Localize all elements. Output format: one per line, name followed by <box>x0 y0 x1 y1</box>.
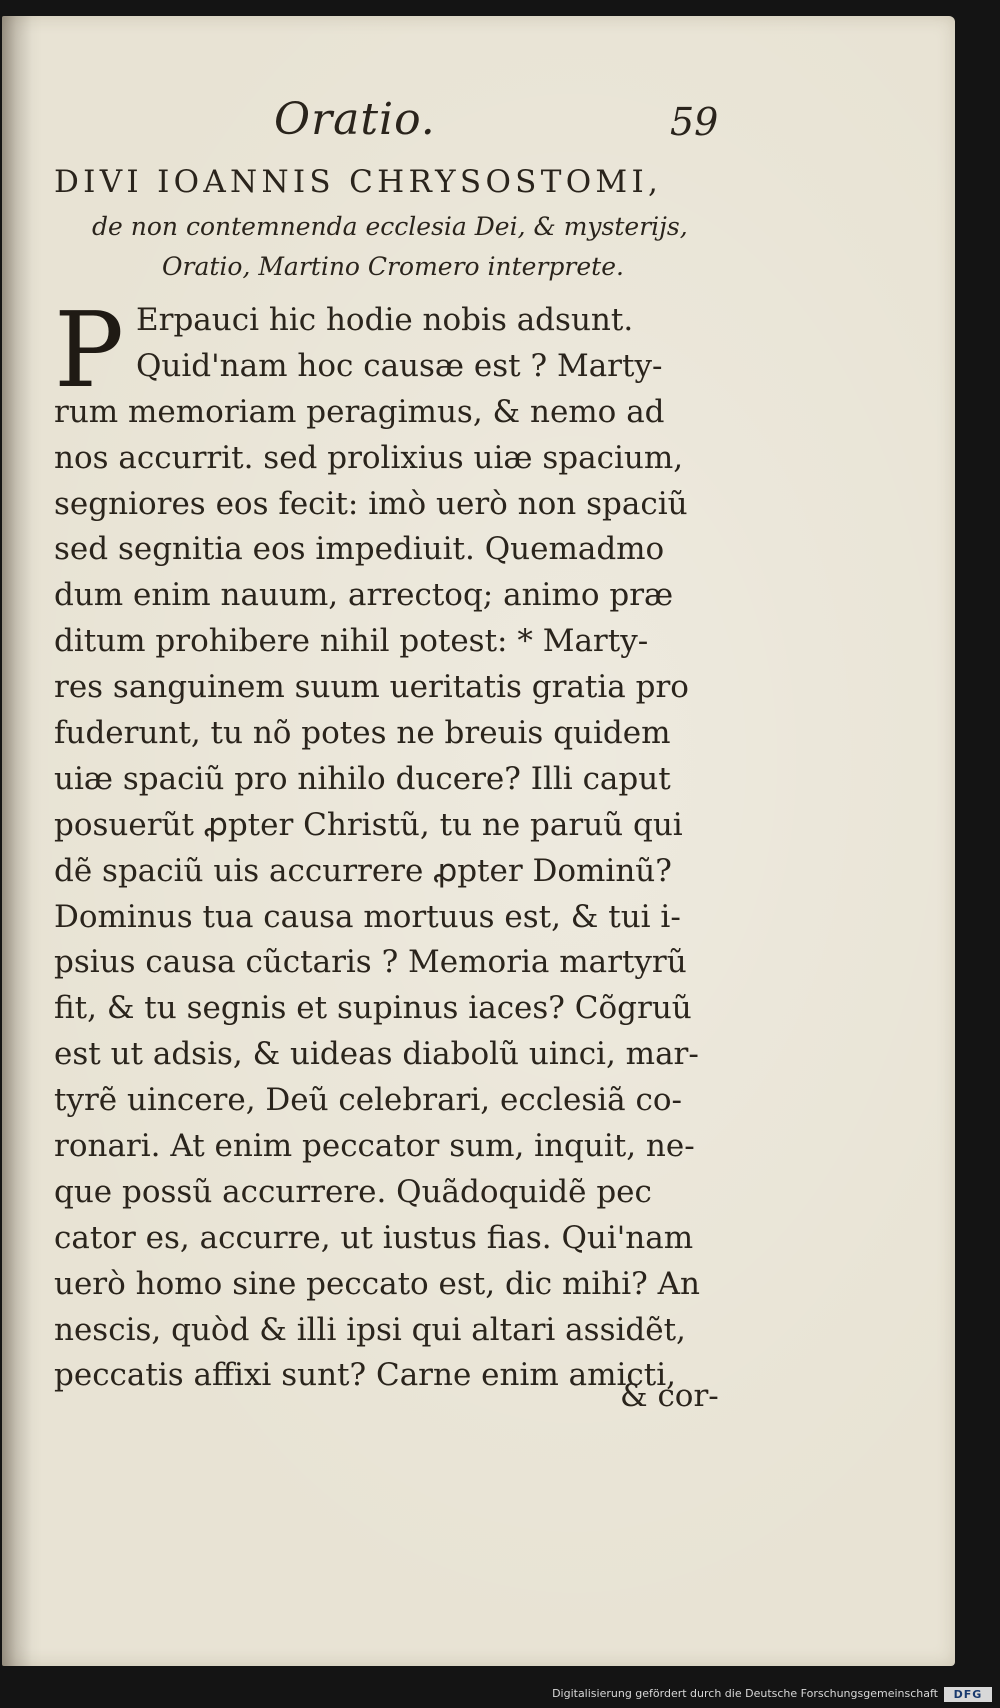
body-line: tyrẽ uincere, Deũ celebrari, ecclesiã co- <box>54 1082 682 1119</box>
dfg-logo-icon: DFG <box>944 1687 992 1702</box>
body-line: rum memoriam peragimus, & nemo ad <box>54 393 665 430</box>
body-line: uerò homo sine peccato est, dic mihi? An <box>54 1265 700 1302</box>
running-head <box>2 94 955 154</box>
body-line: nos accurrit. sed prolixius uiæ spacium, <box>54 439 684 476</box>
body-text <box>54 289 744 1399</box>
body-line: nescis, quòd & illi ipsi qui altari assidẽt, <box>54 1311 686 1348</box>
digitization-credit: Digitalisierung gefördert durch die Deutsche Forschungsgemeinschaft <box>552 1687 938 1700</box>
body-line: dum enim nauum, arrectoq; animo præ <box>54 577 674 614</box>
body-line: Quid'nam hoc causæ est ? Marty- <box>136 347 663 384</box>
body-line: Dominus tua causa mortuus est, & tui i- <box>54 898 681 935</box>
catchword: & cor- <box>620 1378 719 1414</box>
gutter-shadow <box>2 16 32 1666</box>
body-line: cator es, accurre, ut iustus fias. Qui'nam <box>54 1219 694 1256</box>
body-line: psius causa cũctaris ? Memoria martyrũ <box>54 944 687 981</box>
body-line: dẽ spaciũ uis accurrere ꝓpter Dominũ? <box>54 852 672 889</box>
body-line: res sanguinem suum ueritatis gratia pro <box>54 669 689 706</box>
body-line: est ut adsis, & uideas diabolũ uinci, mar- <box>54 1036 699 1073</box>
body-line: Erpauci hic hodie nobis adsunt. <box>136 302 634 338</box>
running-title: Oratio. <box>274 94 436 145</box>
body-line: fuderunt, tu nõ potes ne breuis quidem <box>54 715 671 752</box>
body-line: ronari. At enim peccator sum, inquit, ne- <box>54 1128 695 1165</box>
book-page <box>2 16 955 1666</box>
body-line: sed segnitia eos impediuit. Quemadmo <box>54 531 665 568</box>
page-number: 59 <box>670 100 719 144</box>
heading-author: DIVI IOANNIS CHRYSOSTOMI, <box>54 164 663 200</box>
body-line: peccatis affixi sunt? Carne enim amicti, <box>54 1357 677 1394</box>
body-line: ditum prohibere nihil potest: * Marty- <box>54 623 649 660</box>
body-line: que possũ accurrere. Quãdoquidẽ pec <box>54 1173 652 1210</box>
body-line: uiæ spaciũ pro nihilo ducere? Illi caput <box>54 760 671 797</box>
body-line: posuerũt ꝓpter Christũ, tu ne paruũ qui <box>54 806 683 843</box>
drop-cap: P <box>54 289 124 411</box>
body-line: segniores eos fecit: imò uerò non spaciũ <box>54 485 688 522</box>
heading-translator: Oratio, Martino Cromero interprete. <box>162 252 624 281</box>
heading-subject: de non contemnenda ecclesia Dei, & mysterijs, <box>92 212 688 241</box>
body-line: fit, & tu segnis et supinus iaces? Cõgruũ <box>54 990 692 1027</box>
